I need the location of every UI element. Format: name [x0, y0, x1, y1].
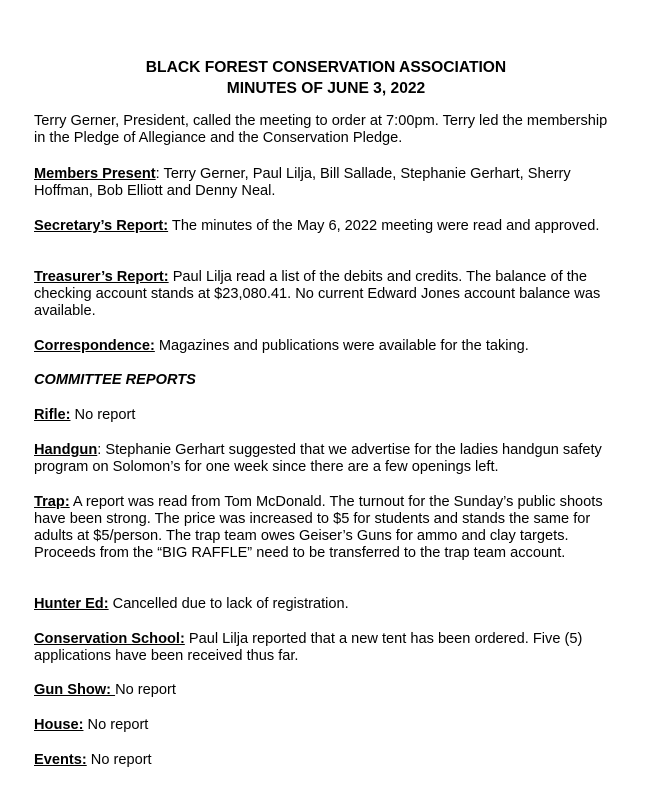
rifle-text: No report: [70, 407, 136, 423]
conservation-school-section: [34, 631, 619, 665]
gun-show-section: [34, 682, 619, 699]
hunter-ed-section: [34, 596, 619, 613]
secretary-report-label: Secretary’s Report:: [34, 218, 169, 234]
hunter-ed-label: Hunter Ed:: [34, 596, 109, 612]
members-present-text: : Terry Gerner, Paul Lilja, Bill Sallade, Stephanie Gerhart, Sherry Hoffman, Bob Elliott and Denny Neal.: [34, 166, 571, 199]
conservation-school-text: Paul Lilja reported that a new tent has been ordered. Five (5) applications have been received thus far.: [34, 631, 583, 664]
handgun-label: Handgun: [34, 442, 98, 458]
trap-text: A report was read from Tom McDonald. The turnout for the Sunday’s public shoots have been strong. The price was increased to $5 for students and stands the same for adults at $5/person. The trap team owes Geiser’s Guns for ammo and clay targets. Proceeds from the “BIG RAFFLE” need to be transferred to the trap team account.: [34, 494, 603, 561]
conservation-school-label: Conservation School:: [34, 631, 185, 647]
members-present-label: Members Present: [34, 166, 156, 182]
events-section: [34, 752, 619, 769]
trap-label: Trap:: [34, 494, 70, 510]
handgun-text: : Stephanie Gerhart suggested that we advertise for the ladies handgun safety program on Solomon’s for one week since there are a few openings left.: [34, 442, 602, 475]
gun-show-label: Gun Show:: [34, 682, 116, 698]
house-text: No report: [83, 717, 149, 733]
treasurer-report-label: Treasurer’s Report:: [34, 269, 169, 285]
intro-paragraph: Terry Gerner, President, called the meeting to order at 7:00pm. Terry led the membership in the Pledge of Allegiance and the Conservation Pledge.: [34, 113, 608, 146]
document-subtitle: MINUTES OF JUNE 3, 2022: [226, 80, 426, 97]
treasurer-report-section: [34, 269, 619, 320]
correspondence-text: Magazines and publications were available for the taking.: [154, 338, 529, 354]
committee-reports-heading: COMMITTEE REPORTS: [34, 372, 196, 388]
rifle-section: [34, 407, 619, 424]
events-label: Events:: [34, 752, 87, 768]
hunter-ed-text: Cancelled due to lack of registration.: [108, 596, 349, 612]
handgun-section: [34, 442, 619, 476]
document-title: BLACK FOREST CONSERVATION ASSOCIATION: [145, 59, 507, 76]
secretary-report-section: [34, 218, 619, 235]
correspondence-label: Correspondence:: [34, 338, 155, 354]
secretary-report-text: The minutes of the May 6, 2022 meeting were read and approved.: [168, 218, 600, 234]
house-section: [34, 717, 619, 734]
members-present-section: [34, 166, 619, 200]
trap-section: [34, 494, 619, 562]
house-label: House:: [34, 717, 84, 733]
gun-show-text: No report: [115, 682, 176, 698]
treasurer-report-text: Paul Lilja read a list of the debits and credits. The balance of the checking account stands at $23,080.41. No current Edward Jones account balance was available.: [34, 269, 601, 319]
correspondence-section: [34, 338, 619, 355]
events-text: No report: [86, 752, 152, 768]
rifle-label: Rifle:: [34, 407, 71, 423]
